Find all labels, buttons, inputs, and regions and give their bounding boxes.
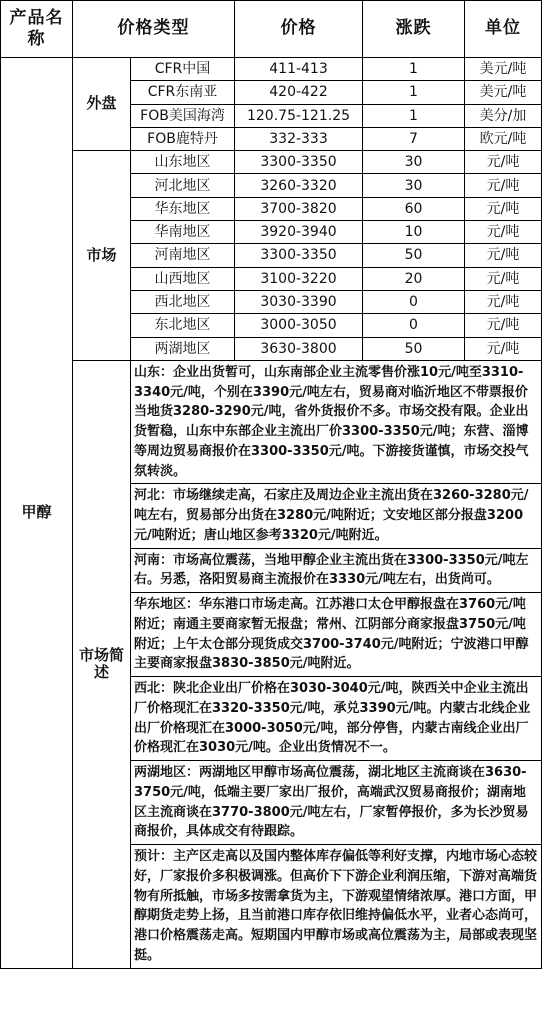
price-type-cell: FOB美国海湾: [131, 104, 235, 127]
unit-cell: 元/吨: [465, 337, 542, 360]
price-cell: 3100-3220: [235, 267, 363, 290]
price-type-cell: CFR中国: [131, 58, 235, 81]
unit-cell: 欧元/吨: [465, 127, 542, 150]
brief-row: [1, 360, 542, 484]
change-cell: 50: [363, 244, 465, 267]
price-type-cell: FOB鹿特丹: [131, 127, 235, 150]
table-row: [1, 151, 542, 174]
change-cell: 60: [363, 197, 465, 220]
brief-lianghu: 两湖地区：两湖地区甲醇市场高位震荡，湖北地区主流商谈在3630-3750元/吨，低端主要厂家出厂报价，高端武汉贸易商报价；湖南地区主流商谈在3770-3800元/吨左右，厂家暂停报价，多为长沙贸易商报价，具体成交有待跟踪。: [131, 761, 542, 845]
change-cell: 20: [363, 267, 465, 290]
change-cell: 30: [363, 151, 465, 174]
brief-hebei: 河北：市场继续走高，石家庄及周边企业主流出货在3260-3280元/吨左右，贸易部分出货在3280元/吨附近；文安地区部分报盘3200元/吨附近；唐山地区参考3320元/吨附近。: [131, 484, 542, 548]
header-change: 涨跌: [363, 1, 465, 58]
price-cell: 411-413: [235, 58, 363, 81]
price-type-cell: 华南地区: [131, 221, 235, 244]
unit-cell: 美分/加: [465, 104, 542, 127]
change-cell: 0: [363, 290, 465, 313]
table-row: [1, 58, 542, 81]
price-cell: 3300-3350: [235, 151, 363, 174]
price-type-cell: 山西地区: [131, 267, 235, 290]
unit-cell: 元/吨: [465, 151, 542, 174]
price-cell: 3700-3820: [235, 197, 363, 220]
group-external: 外盘: [73, 58, 131, 151]
unit-cell: 元/吨: [465, 244, 542, 267]
price-cell: 3000-3050: [235, 314, 363, 337]
group-brief: 市场简述: [73, 360, 131, 968]
group-market: 市场: [73, 151, 131, 361]
unit-cell: 元/吨: [465, 174, 542, 197]
brief-henan: 河南：市场高位震荡，当地甲醇企业主流出货在3300-3350元/吨左右。另悉，洛阳贸易商主流报价在3330元/吨左右，出货尚可。: [131, 548, 542, 593]
change-cell: 10: [363, 221, 465, 244]
price-cell: 3920-3940: [235, 221, 363, 244]
price-type-cell: 东北地区: [131, 314, 235, 337]
brief-shandong: 山东：企业出货暂可，山东南部企业主流零售价涨10元/吨至3310-3340元/吨，个别在3390元/吨左右，贸易商对临沂地区不带票报价当地货3280-3290元/吨，省外货报价不多。市场交投有限。企业出货暂稳，山东中东部企业主流出厂价3300-3350元/吨；东营、淄博等周边贸易商报价在3300-3350元/吨。下游接货谨慎，市场交投气氛转淡。: [131, 360, 542, 484]
change-cell: 7: [363, 127, 465, 150]
unit-cell: 美元/吨: [465, 81, 542, 104]
price-cell: 332-333: [235, 127, 363, 150]
change-cell: 1: [363, 104, 465, 127]
brief-forecast: 预计：主产区走高以及国内整体库存偏低等利好支撑，内地市场心态较好，厂家报价多积极调涨。但高价下下游企业利润压缩，下游对高端货物有所抵触，市场多按需拿货为主，下游观望情绪浓厚。港口方面，甲醇期货走势上扬，且当前港口库存依旧维持偏低水平，业者心态尚可，港口价格震荡走高。短期国内甲醇市场或高位震荡为主，局部或表现坚挺。: [131, 845, 542, 969]
unit-cell: 元/吨: [465, 197, 542, 220]
change-cell: 50: [363, 337, 465, 360]
header-unit: 单位: [465, 1, 542, 58]
change-cell: 0: [363, 314, 465, 337]
brief-northwest: 西北：陕北企业出厂价格在3030-3040元/吨，陕西关中企业主流出厂价格现汇在3320-3350元/吨，承兑3390元/吨。内蒙古北线企业出厂价格现汇在3000-3050元/吨，部分停售，内蒙古南线企业出厂价格现汇在3030元/吨。企业出货情况不一。: [131, 677, 542, 761]
price-type-cell: 河北地区: [131, 174, 235, 197]
price-type-cell: 西北地区: [131, 290, 235, 313]
price-cell: 120.75-121.25: [235, 104, 363, 127]
price-cell: 3300-3350: [235, 244, 363, 267]
price-type-cell: 河南地区: [131, 244, 235, 267]
price-cell: 3030-3390: [235, 290, 363, 313]
unit-cell: 元/吨: [465, 221, 542, 244]
change-cell: 1: [363, 81, 465, 104]
change-cell: 30: [363, 174, 465, 197]
price-cell: 3260-3320: [235, 174, 363, 197]
header-product: 产品名称: [1, 1, 73, 58]
header-price-type: 价格类型: [73, 1, 235, 58]
unit-cell: 元/吨: [465, 290, 542, 313]
header-row: [1, 1, 542, 58]
price-cell: 420-422: [235, 81, 363, 104]
product-name: 甲醇: [1, 58, 73, 969]
price-type-cell: 华东地区: [131, 197, 235, 220]
price-type-cell: 两湖地区: [131, 337, 235, 360]
unit-cell: 美元/吨: [465, 58, 542, 81]
change-cell: 1: [363, 58, 465, 81]
brief-east-china: 华东地区：华东港口市场走高。江苏港口太仓甲醇报盘在3760元/吨附近；南通主要商家暂无报盘；常州、江阴部分商家报盘3750元/吨附近；上午太仓部分现货成交3700-3740元/吨附近；宁波港口甲醇主要商家报盘3830-3850元/吨附近。: [131, 593, 542, 677]
price-type-cell: CFR东南亚: [131, 81, 235, 104]
unit-cell: 元/吨: [465, 314, 542, 337]
price-cell: 3630-3800: [235, 337, 363, 360]
header-price: 价格: [235, 1, 363, 58]
unit-cell: 元/吨: [465, 267, 542, 290]
price-type-cell: 山东地区: [131, 151, 235, 174]
